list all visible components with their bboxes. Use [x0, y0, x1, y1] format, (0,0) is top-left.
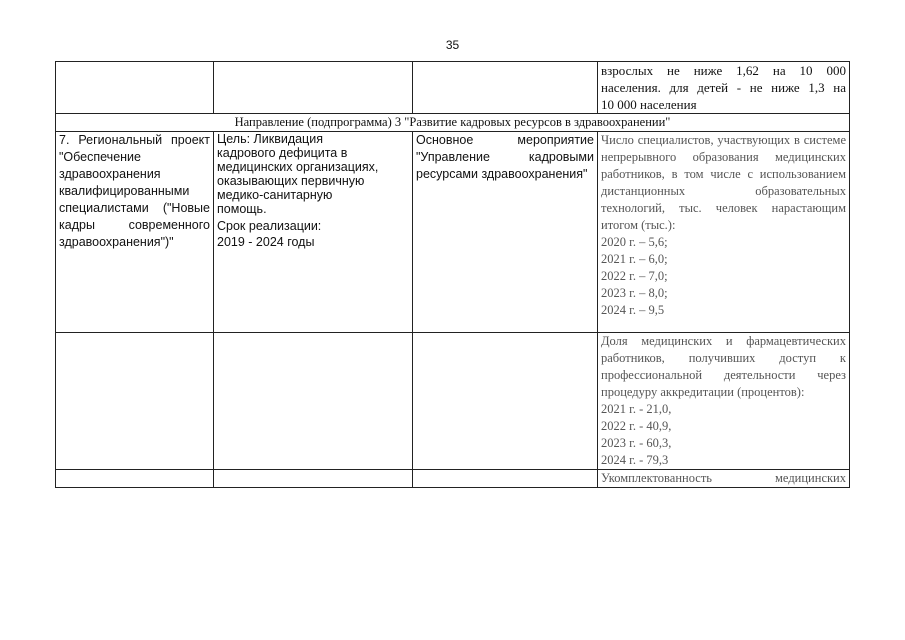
indicator-line: населения. для детей - не ниже 1,3 на — [601, 80, 846, 95]
activity-cell — [413, 470, 598, 488]
term-line: 2019 - 2024 годы — [217, 235, 315, 249]
indicator-value: 2021 г. - 21,0, — [601, 402, 672, 416]
goal-line: оказывающих первичную — [217, 174, 365, 188]
indicator-value: 2023 г. – 8,0; — [601, 286, 668, 300]
activity-cell — [413, 62, 598, 114]
term-line: Срок реализации: — [217, 219, 322, 233]
indicator-value: 2023 г. - 60,3, — [601, 436, 672, 450]
project-cell — [56, 62, 214, 114]
indicator-line: 10 000 населения — [601, 97, 697, 112]
project-name: 7. Региональный проект "Обеспечение здравоохранения квалифицированными специалистами ("Новые кадры современного здравоохранения")" — [56, 132, 214, 333]
table-row-accreditation — [56, 333, 850, 470]
indicator-cell — [598, 132, 850, 333]
program-table — [55, 61, 850, 488]
goal-line: кадрового дефицита в — [217, 146, 348, 160]
goal-line: медико-санитарную — [217, 188, 333, 202]
indicator-line: взрослых не ниже 1,62 на 10 000 — [601, 63, 846, 78]
table-row-project — [56, 132, 850, 333]
indicator-value: 2021 г. – 6,0; — [601, 252, 668, 266]
goal-cell — [214, 132, 413, 333]
indicator-text: Доля медицинских и фармацевтических работников, получивших доступ к профессиональной деятельности через процедуру аккредитации (процентов): — [601, 334, 846, 399]
goal-cell — [214, 470, 413, 488]
activity-name: Основное мероприятие "Управление кадровыми ресурсами здравоохранения" — [413, 132, 598, 333]
indicator-value: 2020 г. – 5,6; — [601, 235, 668, 249]
direction-row — [56, 114, 850, 132]
indicator-text: Укомплектованность медицинских — [601, 471, 846, 485]
activity-cell — [413, 333, 598, 470]
indicator-value: 2024 г. – 9,5 — [601, 303, 665, 317]
page-number: 35 — [445, 38, 460, 52]
indicator-cell — [598, 470, 850, 488]
indicator-value: 2024 г. - 79,3 — [601, 453, 669, 467]
goal-cell — [214, 333, 413, 470]
indicator-cell — [598, 62, 850, 114]
table-row-top — [56, 62, 850, 114]
table-row-staffing — [56, 470, 850, 488]
indicator-value: 2022 г. – 7,0; — [601, 269, 668, 283]
direction-heading: Направление (подпрограмма) 3 "Развитие кадровых ресурсов в здравоохранении" — [56, 114, 850, 132]
indicator-value: 2022 г. - 40,9, — [601, 419, 672, 433]
goal-cell — [214, 62, 413, 114]
project-cell — [56, 333, 214, 470]
goal-line: помощь. — [217, 202, 267, 216]
goal-line: Цель: Ликвидация — [217, 132, 323, 146]
indicator-text: Число специалистов, участвующих в системе непрерывного образования медицинских работников, в том числе с использованием дистанционных образовательных технологий, тыс. человек нарастающим итогом (тыс.): — [601, 133, 846, 232]
indicator-cell — [598, 333, 850, 470]
project-cell — [56, 470, 214, 488]
goal-line: медицинских организациях, — [217, 160, 379, 174]
